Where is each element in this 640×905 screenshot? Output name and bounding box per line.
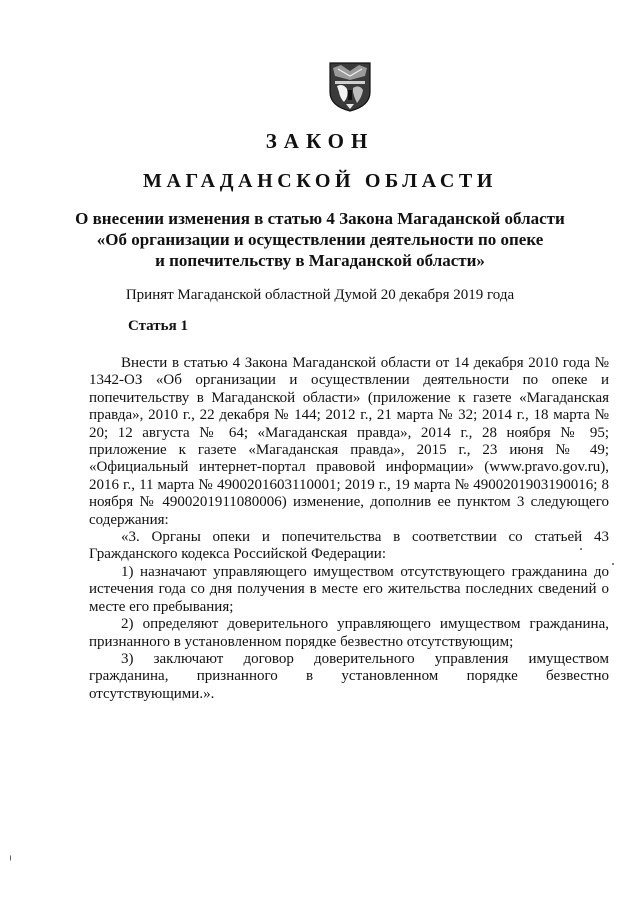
law-title: ЗАКОН: [265, 129, 375, 153]
article-paragraph: «3. Органы опеки и попечительства в соответствии со статьей 43 Гражданского кодекса Российской Федерации:: [89, 529, 609, 563]
subject-line: О внесении изменения в статью 4 Закона Магаданской области: [75, 209, 565, 228]
article-heading: Статья 1: [128, 318, 188, 334]
subject-line: и попечительству в Магаданской области»: [155, 251, 485, 270]
scan-speck: [10, 855, 11, 861]
scan-speck: [612, 563, 614, 565]
region-title: МАГАДАНСКОЙ ОБЛАСТИ: [142, 170, 497, 192]
coat-of-arms-icon: [329, 62, 371, 112]
subject-line: «Об организации и осуществлении деятельности по опеке: [96, 230, 544, 249]
scan-speck: [580, 548, 582, 550]
article-body: [89, 355, 609, 703]
article-paragraph: Внести в статью 4 Закона Магаданской области от 14 декабря 2010 года № 1342-ОЗ «Об организации и осуществлении деятельности по опеке и попечительству в Магаданской области» (приложение к газете «Магаданская правда», 2010 г., 22 декабря № 144; 2012 г., 21 марта № 32; 2014 г., 18 марта № 20; 12 августа № 64; «Магаданская правда», 2014 г., 28 ноября № 95; приложение к газете «Магаданская правда», 2015 г., 23 июня № 49; «Официальный интернет-портал правовой информации» (www.pravo.gov.ru), 2016 г., 11 марта № 4900201603110001; 2019 г., 19 марта № 4900201903190016; 8 ноября № 4900201911080006) изменение, дополнив ее пунктом 3 следующего содержания:: [89, 355, 609, 528]
law-subject: [60, 208, 580, 271]
adoption-statement: Принят Магаданской областной Думой 20 декабря 2019 года: [125, 287, 515, 303]
article-paragraph: 1) назначают управляющего имуществом отсутствующего гражданина до истечения года со дня получения в месте его жительства последних сведений о месте его пребывания;: [89, 563, 609, 615]
article-paragraph: 2) определяют доверительного управляющего имуществом гражданина, признанного в установленном порядке безвестно отсутствующим;: [89, 616, 609, 650]
article-paragraph: 3) заключают договор доверительного управления имуществом гражданина, признанного в установленном порядке безвестно отсутствующими.».: [89, 650, 609, 702]
